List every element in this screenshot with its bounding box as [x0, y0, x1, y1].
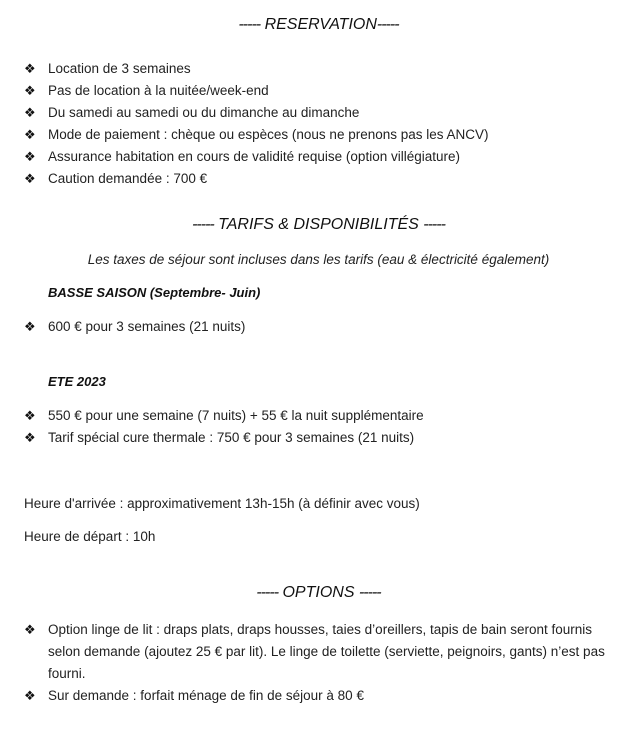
options-heading: ----- OPTIONS ----- — [256, 584, 381, 601]
diamond-bullet-icon: ❖ — [24, 430, 36, 445]
list-item: ❖ Sur demande : forfait ménage de fin de séjour à 80 € — [24, 685, 613, 707]
basse-saison-label: BASSE SAISON (Septembre- Juin) — [48, 285, 261, 300]
list-item: ❖ Mode de paiement : chèque ou espèces (nous ne prenons pas les ANCV) — [24, 124, 489, 146]
list-item: ❖ 550 € pour une semaine (7 nuits) + 55 € la nuit supplémentaire — [24, 405, 424, 427]
tarifs-heading: ----- TARIFS & DISPONIBILITÉS ----- — [192, 216, 445, 233]
basse-saison-list — [24, 316, 245, 338]
diamond-bullet-icon: ❖ — [24, 61, 36, 76]
list-item: ❖ Assurance habitation en cours de validité requise (option villégiature) — [24, 146, 489, 168]
diamond-bullet-icon: ❖ — [24, 171, 36, 186]
options-list — [24, 619, 613, 707]
diamond-bullet-icon: ❖ — [24, 83, 36, 98]
list-item: ❖ Tarif spécial cure thermale : 750 € pour 3 semaines (21 nuits) — [24, 427, 424, 449]
list-item: ❖ 600 € pour 3 semaines (21 nuits) — [24, 316, 245, 338]
options-title: OPTIONS — [282, 584, 355, 601]
list-item: ❖ Du samedi au samedi ou du dimanche au dimanche — [24, 102, 489, 124]
reservation-title: RESERVATION — [264, 16, 377, 33]
list-item: ❖ Pas de location à la nuitée/week-end — [24, 80, 489, 102]
list-item: ❖ Option linge de lit : draps plats, draps housses, taies d’oreillers, tapis de bain seront fournis selon demande (ajoutez 25 € par lit). Le linge de toilette (serviette, peignoirs, gants) n’est pas fourni. — [24, 619, 613, 685]
diamond-bullet-icon: ❖ — [24, 688, 36, 703]
list-item: ❖ Caution demandée : 700 € — [24, 168, 489, 190]
ete-list — [24, 405, 424, 449]
departure-time: Heure de départ : 10h — [24, 529, 156, 544]
ete-label: ETE 2023 — [48, 374, 106, 389]
diamond-bullet-icon: ❖ — [24, 622, 36, 637]
reservation-heading: ----- RESERVATION----- — [238, 16, 399, 33]
diamond-bullet-icon: ❖ — [24, 127, 36, 142]
diamond-bullet-icon: ❖ — [24, 105, 36, 120]
reservation-list — [24, 58, 489, 190]
tarifs-title: TARIFS & DISPONIBILITÉS — [218, 216, 419, 233]
diamond-bullet-icon: ❖ — [24, 149, 36, 164]
list-item: ❖ Location de 3 semaines — [24, 58, 489, 80]
arrival-time: Heure d'arrivée : approximativement 13h-15h (à définir avec vous) — [24, 496, 420, 511]
diamond-bullet-icon: ❖ — [24, 319, 36, 334]
tarifs-subtitle: Les taxes de séjour sont incluses dans les tarifs (eau & électricité également) — [87, 252, 550, 267]
diamond-bullet-icon: ❖ — [24, 408, 36, 423]
